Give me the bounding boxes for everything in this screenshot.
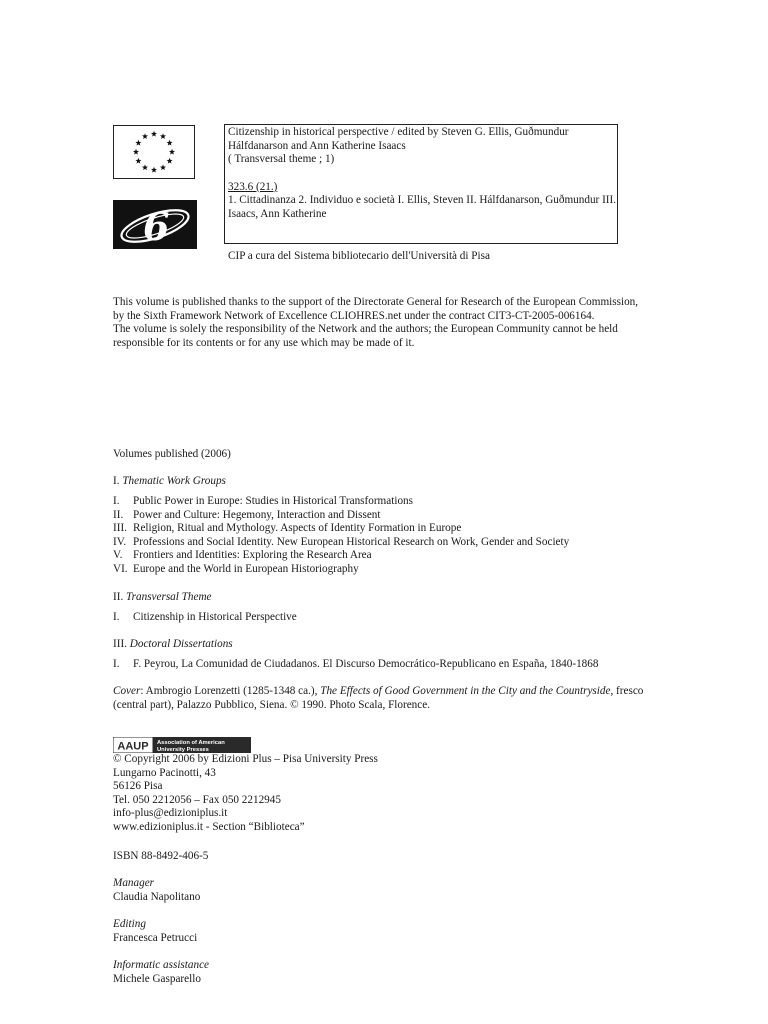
imprint-line: Tel. 050 2212056 – Fax 050 2212945: [113, 793, 281, 806]
cip-line: 323.6 (21.): [228, 180, 278, 193]
transversal-list: [113, 611, 297, 625]
credit-editing: Editing Francesca Petrucci: [113, 918, 198, 944]
star-icon: [135, 158, 141, 164]
list-item: IV. Professions and Social Identity. New European Historical Research on Work, Gender and Society: [113, 535, 570, 548]
support-paragraph: [113, 296, 653, 350]
svg-text:AAUP: AAUP: [117, 740, 149, 753]
sixth-framework-logo: [113, 200, 197, 249]
cip-note: CIP a cura del Sistema bibliotecario dell'Università di Pisa: [228, 250, 490, 262]
star-icon: [142, 164, 148, 170]
star-icon: [142, 133, 148, 139]
group-heading: I. Thematic Work Groups: [113, 475, 226, 487]
imprint-email: info-plus@edizioniplus.it: [113, 807, 228, 820]
paragraph-line: responsible for its contents or for any use which may be made of it.: [113, 336, 415, 349]
isbn: ISBN 88-8492-406-5: [113, 850, 209, 862]
star-icon: [135, 140, 141, 146]
cip-line: Citizenship in historical perspective / edited by Steven G. Ellis, Guðmundur: [228, 126, 569, 138]
list-item: I. Public Power in Europe: Studies in Historical Transformations: [113, 495, 413, 507]
svg-text:University Presses: University Presses: [157, 747, 209, 753]
svg-text:Association of American: Association of American: [157, 740, 225, 746]
cip-line: 1. Cittadinanza 2. Individuo e società I. Ellis, Steven II. Hálfdanarson, Guðmundur III.: [228, 194, 617, 207]
cip-line: ( Transversal theme ; 1): [228, 153, 335, 166]
star-icon: [133, 149, 139, 155]
aaup-logo: [113, 737, 251, 753]
star-icon: [160, 164, 166, 170]
credit-informatic: Informatic assistance Michele Gasparello: [113, 959, 210, 985]
star-icon: [151, 131, 157, 137]
paragraph-line: by the Sixth Framework Network of Excellence CLIOHRES.net under the contract CIT3-CT-2005-006164.: [113, 309, 595, 322]
star-icon: [169, 149, 175, 155]
group-heading: III. Doctoral Dissertations: [113, 638, 233, 650]
group-heading: II. Transversal Theme: [113, 591, 212, 603]
cip-line: Hálfdanarson and Ann Katherine Isaacs: [228, 139, 406, 152]
cip-record-box: [224, 124, 618, 244]
dissertations-list: [113, 658, 598, 672]
star-icon: [167, 140, 173, 146]
thematic-list: [113, 495, 569, 577]
cip-line: Isaacs, Ann Katherine: [228, 207, 327, 220]
volumes-heading: Volumes published (2006): [113, 448, 231, 460]
list-item: V. Frontiers and Identities: Exploring the Research Area: [113, 549, 372, 562]
svg-text:6: 6: [143, 204, 170, 249]
list-item: VI. Europe and the World in European Historiography: [113, 562, 359, 575]
star-icon: [167, 158, 173, 164]
list-item: II. Power and Culture: Hegemony, Interaction and Dissent: [113, 508, 381, 521]
publisher-imprint: [113, 753, 378, 835]
list-item: III. Religion, Ritual and Mythology. Aspects of Identity Formation in Europe: [113, 522, 462, 535]
list-item: I. Citizenship in Historical Perspective: [113, 611, 297, 623]
paragraph-line: The volume is solely the responsibility of the Network and the authors; the European Community cannot be held: [113, 323, 618, 336]
star-icon: [160, 133, 166, 139]
imprint-line: © Copyright 2006 by Edizioni Plus – Pisa University Press: [113, 753, 378, 765]
star-icon: [151, 167, 157, 173]
eu-flag-logo: [113, 125, 195, 179]
imprint-line: 56126 Pisa: [113, 780, 163, 793]
imprint-website: www.edizioniplus.it - Section “Biblioteca”: [113, 820, 305, 833]
paragraph-line: This volume is published thanks to the support of the Directorate General for Research of the European Commission,: [113, 296, 639, 308]
imprint-line: Lungarno Pacinotti, 43: [113, 766, 216, 779]
credit-manager: Manager Claudia Napolitano: [113, 877, 201, 903]
list-item: I. F. Peyrou, La Comunidad de Ciudadanos. El Discurso Democrático-Republicano en España, 1840-1868: [113, 658, 599, 670]
cover-credit: Cover: Ambrogio Lorenzetti (1285-1348 ca.), The Effects of Good Government in the City and the Countryside, fresco (central part), Palazzo Pubblico, Siena. © 1990. Photo Scala, Florence.: [113, 685, 644, 711]
